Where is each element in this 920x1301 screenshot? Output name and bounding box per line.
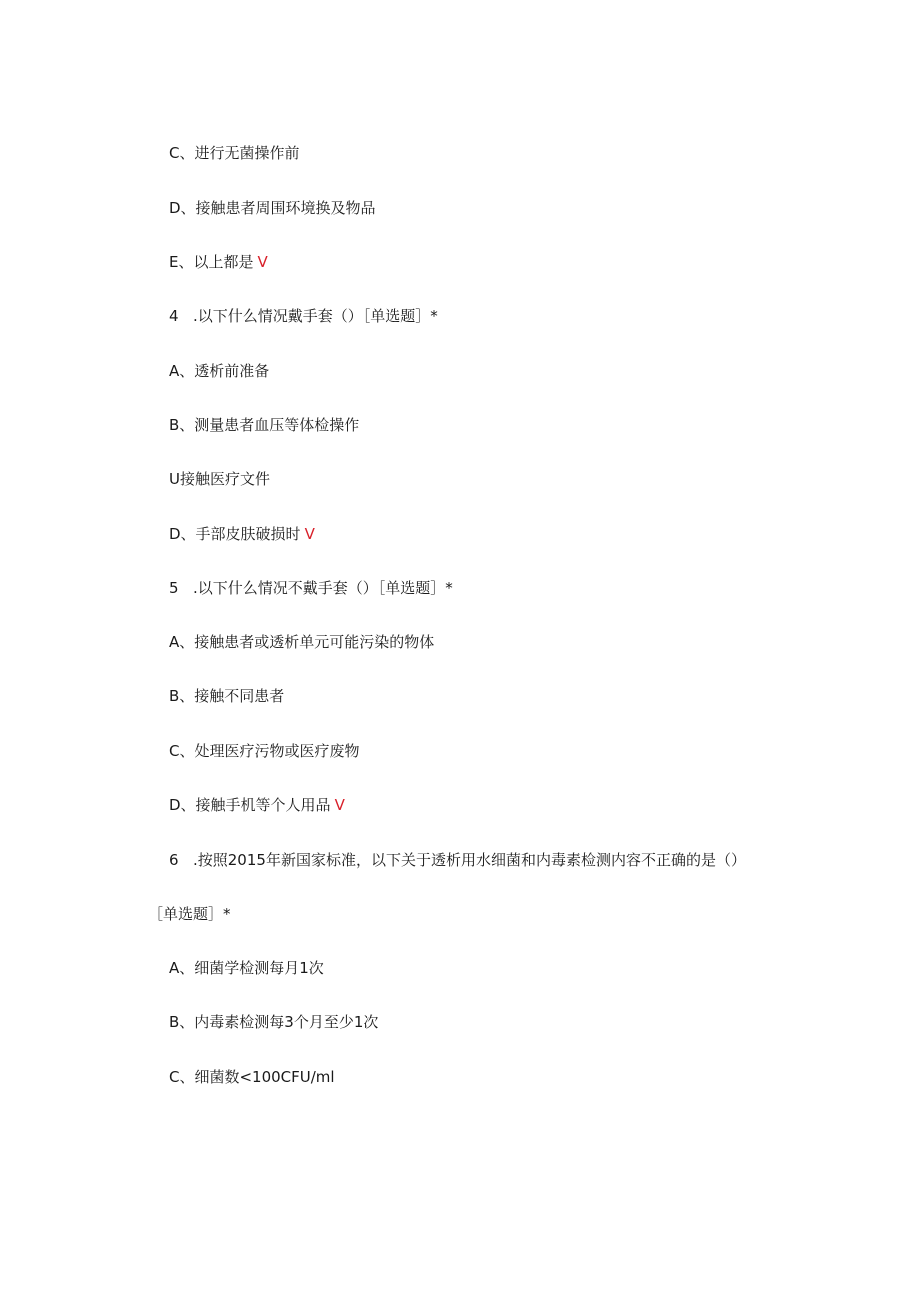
option-d-skin-damage — [169, 524, 315, 544]
option-text: B、接触不同患者 — [169, 687, 285, 705]
option-text: U接触医疗文件 — [169, 470, 270, 488]
option-text: A、透析前准备 — [169, 362, 270, 380]
option-text: A、接触患者或透析单元可能污染的物体 — [169, 633, 435, 651]
option-text: B、内毒素检测每3个月至少1次 — [169, 1013, 379, 1031]
option-c-medical-waste — [169, 741, 359, 761]
option-text: A、细菌学检测每月1次 — [169, 959, 324, 977]
question-number: 4 — [169, 307, 179, 325]
option-b-different-patients — [169, 686, 284, 706]
option-text: C、处理医疗污物或医疗废物 — [169, 742, 360, 760]
question-6-type — [148, 904, 231, 924]
question-text: .以下什么情况戴手套（）［单选题］* — [193, 307, 438, 325]
option-text: D、接触手机等个人用品 — [169, 796, 331, 814]
option-a-contaminated-objects — [169, 632, 434, 652]
option-text: D、接触患者周围环境换及物品 — [169, 199, 376, 217]
option-d-personal-items — [169, 795, 345, 815]
option-text: C、进行无菌操作前 — [169, 144, 300, 162]
option-b-blood-pressure — [169, 415, 359, 435]
question-number: 5 — [169, 579, 179, 597]
question-number: 6 — [169, 851, 179, 869]
correct-answer-mark: V — [334, 796, 345, 814]
option-c-bacteria-count — [169, 1067, 335, 1087]
question-type-label: ［单选题］* — [148, 905, 231, 923]
option-text: B、测量患者血压等体检操作 — [169, 416, 360, 434]
option-text: D、手部皮肤破损时 — [169, 525, 301, 543]
option-a-pre-dialysis — [169, 361, 269, 381]
option-a-bacteria-monthly — [169, 958, 324, 978]
option-c-sterile-operation — [169, 143, 299, 163]
option-text: C、细菌数<100CFU/ml — [169, 1068, 335, 1086]
option-b-endotoxin-quarterly — [169, 1012, 378, 1032]
question-text: .按照2015年新国家标准，以下关于透析用水细菌和内毒素检测内容不正确的是（） — [193, 851, 746, 869]
question-4 — [169, 306, 438, 326]
correct-answer-mark: V — [304, 525, 315, 543]
option-c-medical-documents — [169, 469, 270, 489]
correct-answer-mark: V — [257, 253, 268, 271]
question-text: .以下什么情况不戴手套（）［单选题］* — [193, 579, 453, 597]
question-6 — [169, 850, 746, 870]
option-text: E、以上都是 — [169, 253, 254, 271]
option-e-all-above — [169, 252, 268, 272]
question-5 — [169, 578, 453, 598]
option-d-patient-environment — [169, 198, 376, 218]
